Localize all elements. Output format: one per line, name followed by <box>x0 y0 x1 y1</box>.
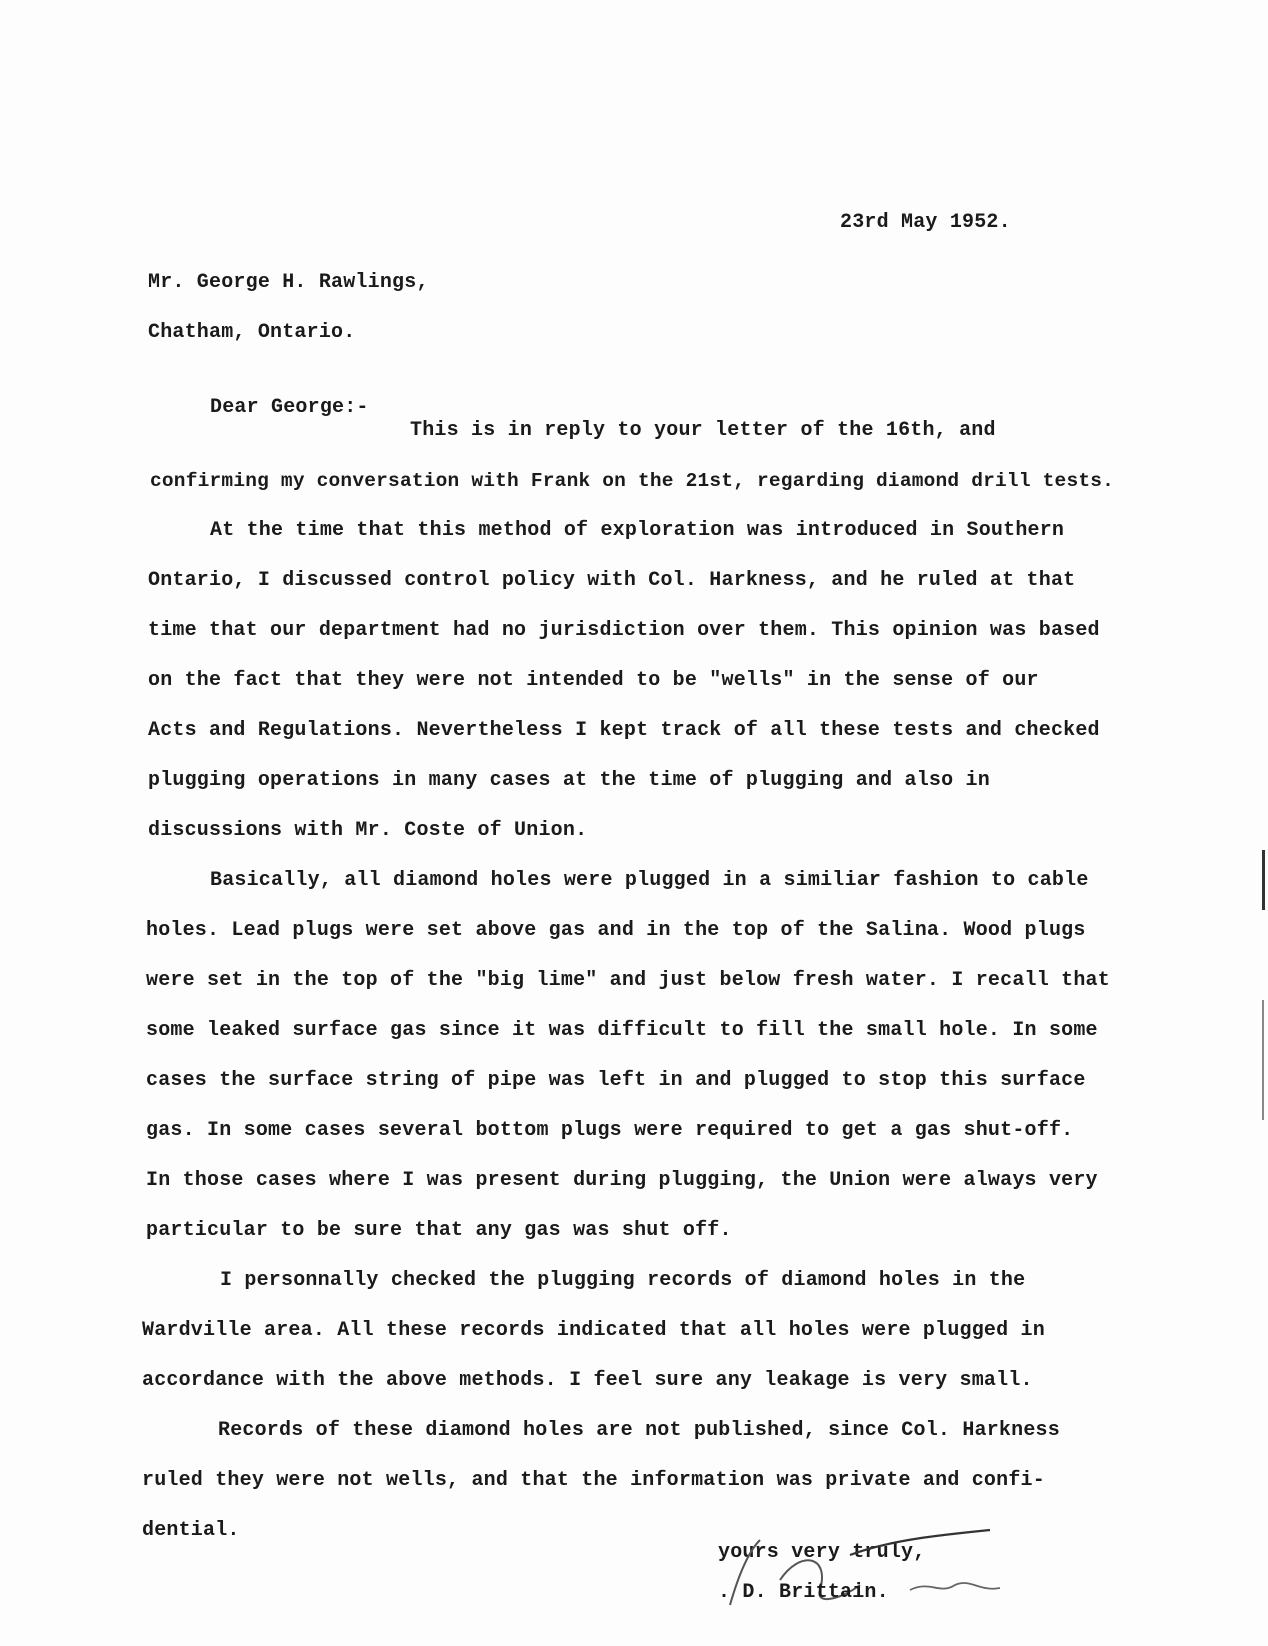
recipient-location: Chatham, Ontario. <box>148 321 356 344</box>
body-line: cases the surface string of pipe was left in and plugged to stop this surface <box>146 1069 1086 1092</box>
scan-edge-mark <box>1262 850 1265 910</box>
closing: yours very truly, <box>718 1541 926 1564</box>
body-line: confirming my conversation with Frank on the 21st, regarding diamond drill tests. <box>150 470 1115 492</box>
signer-name: . D. Brittain. <box>718 1581 889 1604</box>
body-line: Ontario, I discussed control policy with Col. Harkness, and he ruled at that <box>148 569 1076 592</box>
body-line: Wardville area. All these records indicated that all holes were plugged in <box>142 1319 1045 1342</box>
letter-date: 23rd May 1952. <box>840 211 1011 234</box>
body-line: ruled they were not wells, and that the information was private and confi- <box>142 1469 1045 1492</box>
body-line: discussions with Mr. Coste of Union. <box>148 819 588 842</box>
body-line: gas. In some cases several bottom plugs were required to get a gas shut-off. <box>146 1119 1074 1142</box>
body-line: In those cases where I was present during plugging, the Union were always very <box>146 1169 1098 1192</box>
body-line: This is in reply to your letter of the 16th, and <box>410 419 996 442</box>
body-line: holes. Lead plugs were set above gas and in the top of the Salina. Wood plugs <box>146 919 1086 942</box>
body-line: time that our department had no jurisdiction over them. This opinion was based <box>148 619 1100 642</box>
scan-edge-mark <box>1262 1000 1264 1120</box>
body-line: At the time that this method of exploration was introduced in Southern <box>210 519 1065 542</box>
body-line: were set in the top of the "big lime" and just below fresh water. I recall that <box>146 969 1110 992</box>
body-line: Basically, all diamond holes were plugged in a similiar fashion to cable <box>210 869 1089 892</box>
body-line: dential. <box>142 1519 240 1542</box>
body-line: I personnally checked the plugging records of diamond holes in the <box>220 1269 1026 1292</box>
body-line: Acts and Regulations. Nevertheless I kept track of all these tests and checked <box>148 719 1100 742</box>
recipient-name: Mr. George H. Rawlings, <box>148 271 429 294</box>
body-line: on the fact that they were not intended to be "wells" in the sense of our <box>148 669 1039 692</box>
body-line: particular to be sure that any gas was shut off. <box>146 1219 732 1242</box>
body-line: some leaked surface gas since it was difficult to fill the small hole. In some <box>146 1019 1098 1042</box>
body-line: Records of these diamond holes are not published, since Col. Harkness <box>218 1419 1060 1442</box>
salutation: Dear George:- <box>210 396 369 419</box>
body-line: plugging operations in many cases at the time of plugging and also in <box>148 769 990 792</box>
body-line: accordance with the above methods. I feel sure any leakage is very small. <box>142 1369 1033 1392</box>
